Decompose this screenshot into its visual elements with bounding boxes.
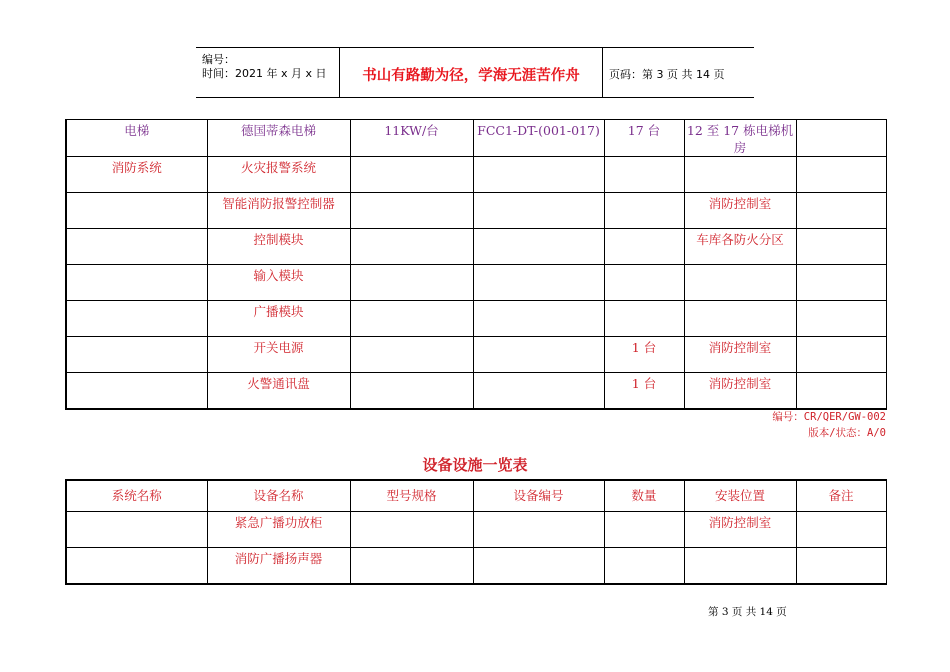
table-cell: 17 台	[604, 120, 684, 157]
table-cell	[350, 337, 473, 373]
table-row	[66, 120, 886, 157]
table-cell	[350, 265, 473, 301]
table-cell	[604, 265, 684, 301]
table-cell: 1 台	[604, 373, 684, 410]
table-row	[66, 193, 886, 229]
table-cell: 消防控制室	[684, 337, 796, 373]
table-cell	[796, 193, 886, 229]
column-header: 数量	[604, 480, 684, 511]
table-cell	[350, 157, 473, 193]
table-cell: 输入模块	[207, 265, 350, 301]
table-cell	[604, 229, 684, 265]
table-cell: 紧急广播功放柜	[207, 511, 350, 547]
table-row	[66, 229, 886, 265]
column-header: 备注	[796, 480, 886, 511]
document-meta	[772, 409, 886, 441]
table-row	[66, 337, 886, 373]
table-cell	[473, 229, 604, 265]
table-cell	[66, 547, 207, 584]
column-header: 设备名称	[207, 480, 350, 511]
table-row	[66, 157, 886, 193]
equipment-table	[65, 479, 887, 585]
table-cell: 11KW/台	[350, 120, 473, 157]
document-version: 版本/状态：A/0	[808, 427, 886, 439]
table-cell	[473, 373, 604, 410]
table-cell	[473, 337, 604, 373]
table-cell: 12 至 17 栋电梯机房	[684, 120, 796, 157]
table-cell: 消防控制室	[684, 511, 796, 547]
equipment-table-continued	[65, 119, 887, 410]
table-row	[66, 547, 886, 584]
table-cell	[684, 157, 796, 193]
table-cell	[473, 301, 604, 337]
table-cell	[66, 511, 207, 547]
table-cell	[796, 337, 886, 373]
table-cell: 消防控制室	[684, 373, 796, 410]
table-row	[66, 373, 886, 410]
header-motto-cell	[340, 48, 603, 97]
table-header-row	[66, 480, 886, 511]
table-cell: 火警通讯盘	[207, 373, 350, 410]
table-cell: 广播模块	[207, 301, 350, 337]
header-time-label: 时间：2021 年 x 月 x 日	[202, 67, 327, 80]
table-cell	[473, 157, 604, 193]
header-number-label: 编号：	[202, 53, 235, 66]
table-cell	[684, 301, 796, 337]
table-cell	[350, 193, 473, 229]
table-cell	[604, 301, 684, 337]
table-cell	[684, 547, 796, 584]
table-cell	[350, 511, 473, 547]
table-cell: 控制模块	[207, 229, 350, 265]
table-row	[66, 265, 886, 301]
page-header	[196, 47, 754, 98]
table-cell	[66, 373, 207, 410]
column-header: 系统名称	[66, 480, 207, 511]
table-cell: 消防广播扬声器	[207, 547, 350, 584]
table-cell	[604, 511, 684, 547]
table-cell	[350, 301, 473, 337]
table-cell: FCC1-DT-(001-017)	[473, 120, 604, 157]
table-cell	[604, 547, 684, 584]
table-cell	[604, 193, 684, 229]
header-meta-cell	[196, 48, 340, 97]
table-cell: 智能消防报警控制器	[207, 193, 350, 229]
table-cell	[796, 511, 886, 547]
table-cell	[66, 193, 207, 229]
document-number: 编号：CR/QER/GW-002	[772, 411, 886, 423]
column-header: 设备编号	[473, 480, 604, 511]
table-row	[66, 301, 886, 337]
table-cell: 开关电源	[207, 337, 350, 373]
table-cell: 消防系统	[66, 157, 207, 193]
table-cell	[796, 120, 886, 157]
table-cell	[796, 229, 886, 265]
table-cell	[66, 265, 207, 301]
table-cell	[796, 301, 886, 337]
column-header: 型号规格	[350, 480, 473, 511]
table-cell: 消防控制室	[684, 193, 796, 229]
column-header: 安装位置	[684, 480, 796, 511]
table-cell	[473, 511, 604, 547]
table-cell	[796, 547, 886, 584]
table-row	[66, 511, 886, 547]
table-cell	[66, 301, 207, 337]
header-motto: 书山有路勤为径，学海无涯苦作舟	[362, 68, 580, 84]
table-cell	[796, 265, 886, 301]
table-cell	[473, 193, 604, 229]
table-cell	[66, 337, 207, 373]
table-cell	[796, 373, 886, 410]
page-footer: 第 3 页 共 14 页	[708, 606, 787, 618]
table-cell: 车库各防火分区	[684, 229, 796, 265]
header-page-cell	[603, 48, 754, 97]
table-cell	[796, 157, 886, 193]
table-cell: 1 台	[604, 337, 684, 373]
table-cell	[66, 229, 207, 265]
table-cell: 电梯	[66, 120, 207, 157]
table-cell	[350, 547, 473, 584]
table-cell: 德国蒂森电梯	[207, 120, 350, 157]
header-page-code: 页码：第 3 页 共 14 页	[609, 68, 725, 81]
table-cell	[350, 373, 473, 410]
table-title: 设备设施一览表	[422, 456, 528, 474]
table-cell	[350, 229, 473, 265]
table-cell: 火灾报警系统	[207, 157, 350, 193]
table-cell	[473, 265, 604, 301]
table-cell	[684, 265, 796, 301]
table-cell	[473, 547, 604, 584]
table-cell	[604, 157, 684, 193]
